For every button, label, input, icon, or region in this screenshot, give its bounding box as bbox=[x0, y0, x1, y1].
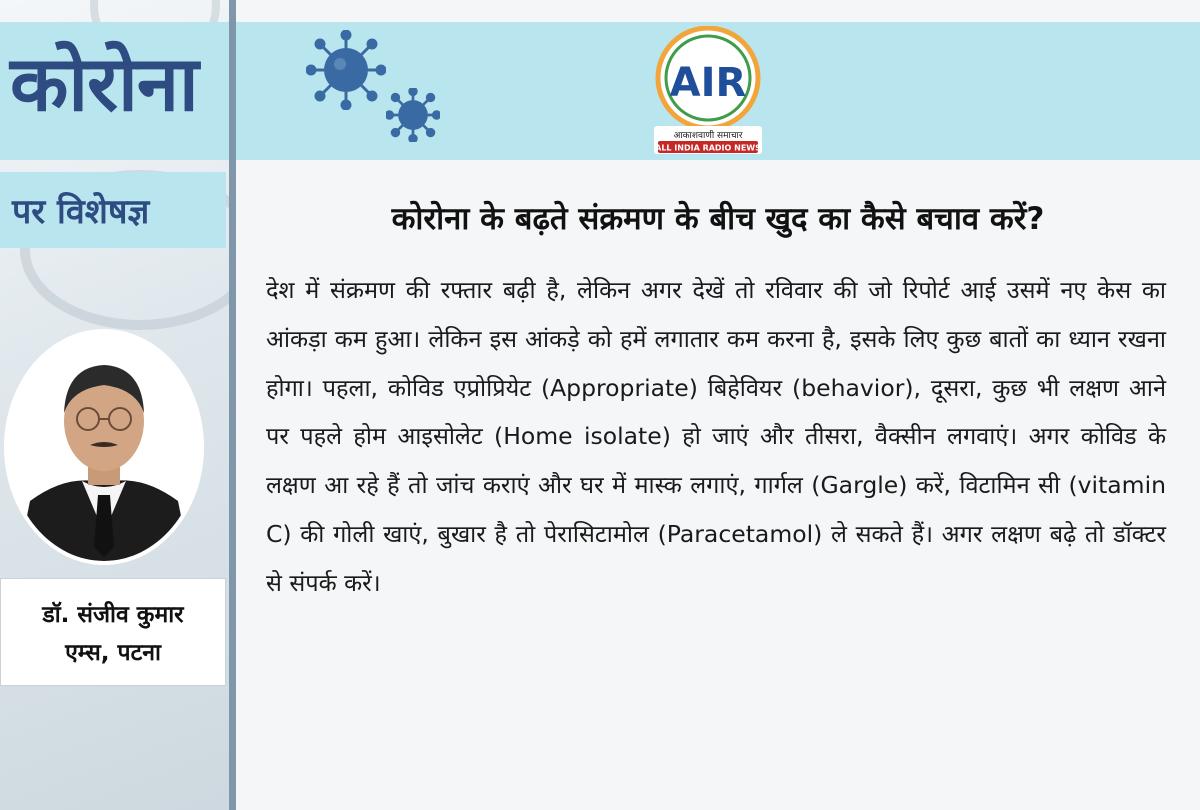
virus-icon bbox=[306, 30, 386, 110]
svg-text:ALL INDIA RADIO NEWS: ALL INDIA RADIO NEWS bbox=[655, 143, 761, 153]
article-question: कोरोना के बढ़ते संक्रमण के बीच खुद का कैसे बचाव करें? bbox=[391, 201, 1045, 237]
expert-photo bbox=[8, 333, 200, 561]
virus-icon bbox=[386, 88, 440, 142]
page-title: कोरोना bbox=[10, 39, 198, 128]
svg-text:आकाशवाणी समाचार: आकाशवाणी समाचार bbox=[673, 131, 743, 141]
expert-name-card bbox=[0, 578, 226, 686]
expert-portrait bbox=[8, 333, 200, 561]
header-band-divider bbox=[229, 22, 236, 160]
svg-text:AIR: AIR bbox=[669, 60, 747, 106]
air-logo bbox=[650, 26, 766, 158]
subtitle: पर विशेषज्ञ bbox=[12, 192, 150, 232]
expert-affiliation: एम्स, पटना bbox=[65, 640, 161, 666]
article-body: देश में संक्रमण की रफ्तार बढ़ी है, लेकिन अगर देखें तो रविवार की जो रिपोर्ट आई उसमें नए केस का आंकड़ा कम हुआ। लेकिन इस आंकड़े को हमें लगातार कम करना है, इसके लिए कुछ बातों का ध्यान रखना होगा। पहला, कोविड एप्रोप्रियेट (Appropriate) बिहेवियर (behavior), दूसरा, कुछ भी लक्षण आने पर पहले होम आइसोलेट (Home isolate) हो जाएं और तीसरा, वैक्सीन लगवाएं। अगर कोविड के लक्षण आ रहे हैं तो जांच कराएं और घर में मास्क लगाएं, गार्गल (Gargle) करें, विटामिन सी (vitamin C) की गोली खाएं, बुखार है तो पेरासिटामोल (Paracetamol) ले सकते हैं। अगर लक्षण बढ़े तो डॉक्टर से संपर्क करें। bbox=[266, 276, 1166, 597]
subtitle-banner bbox=[0, 172, 226, 248]
expert-name: डॉ. संजीव कुमार bbox=[42, 602, 184, 628]
